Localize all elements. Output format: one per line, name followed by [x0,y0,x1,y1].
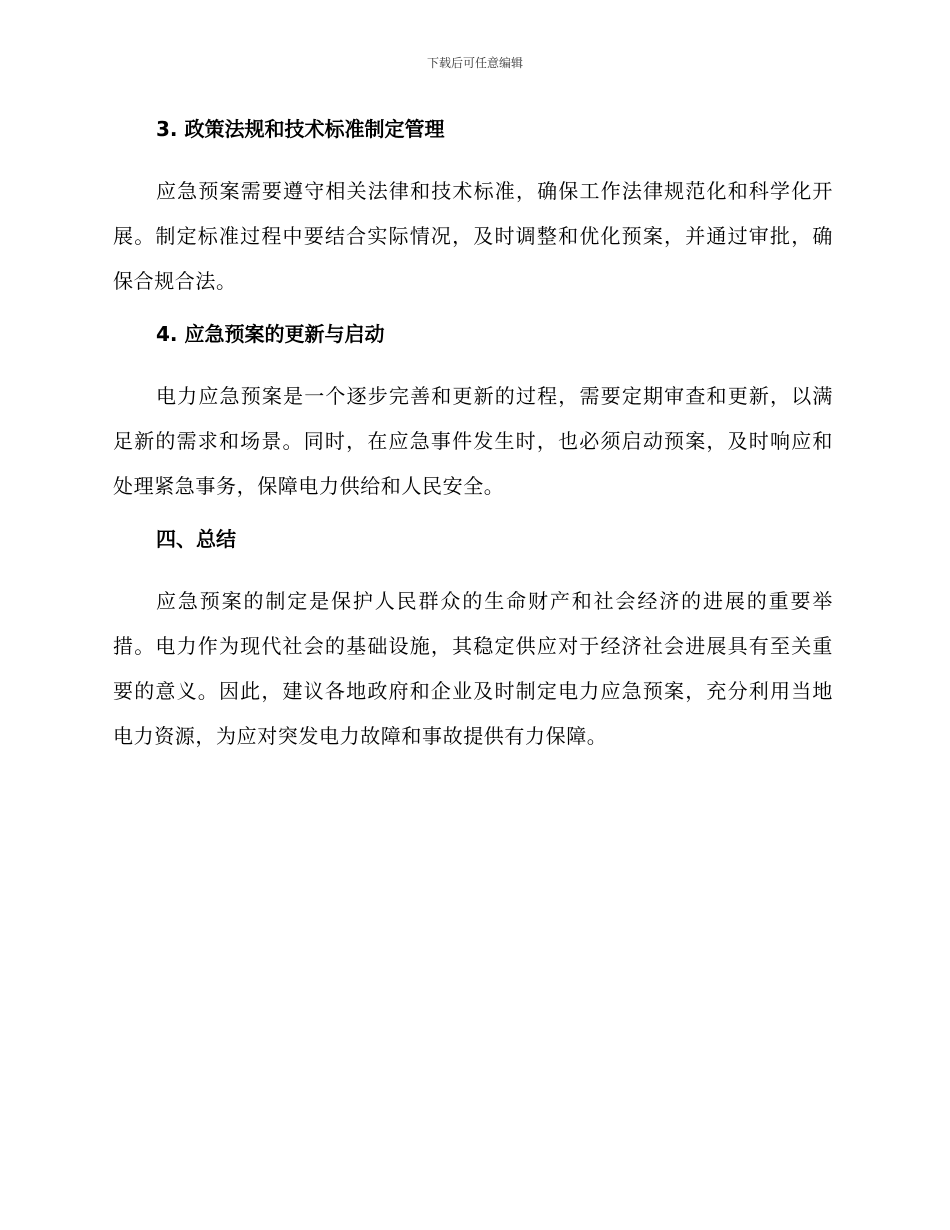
section-paragraph-summary: 应急预案的制定是保护人民群众的生命财产和社会经济的进展的重要举措。电力作为现代社会的基础设施，其稳定供应对于经济社会进展具有至关重要的意义。因此，建议各地政府和企业及时制定电力应急预案，充分利用当地电力资源，为应对突发电力故障和事故提供有力保障。 [113,589,833,748]
section-heading-policy: 3. 政策法规和技术标准制定管理 [156,117,445,141]
section-heading-summary: 四、总结 [156,527,236,551]
section-paragraph-update: 电力应急预案是一个逐步完善和更新的过程，需要定期审查和更新，以满足新的需求和场景。同时，在应急事件发生时，也必须启动预案，及时响应和处理紧急事务，保障电力供给和人民安全。 [113,384,833,498]
document-body [113,112,833,759]
section-paragraph-policy: 应急预案需要遵守相关法律和技术标准，确保工作法律规范化和科学化开展。制定标准过程中要结合实际情况，及时调整和优化预案，并通过审批，确保合规合法。 [113,179,833,293]
section-heading-update: 4. 应急预案的更新与启动 [156,322,385,346]
page-header: 下载后可任意编辑 [426,56,523,70]
